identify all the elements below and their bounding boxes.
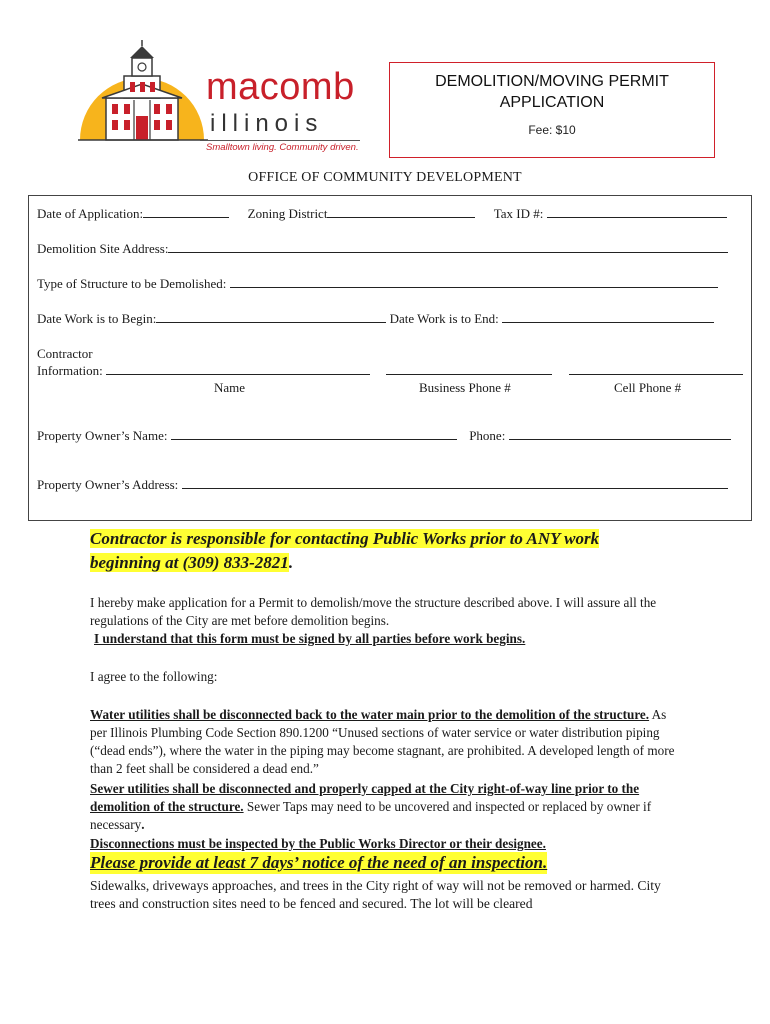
sewer-utilities-detail: Sewer Taps may need to be uncovered and inspected or replaced by owner if necessary [90,799,652,832]
permit-title-box [389,62,715,158]
application-form [28,195,752,521]
owner-phone-label: Phone: [469,428,506,443]
water-utilities-detail: As per Illinois Plumbing Code Section 890.1200 “Unused sections of water service or water distribution piping (“dead ends”), where the water in the piping may become stagnant, are prohibited. A developed length of more than 2 feet shall be considered a dead end.” [90,707,675,776]
cell-phone-field[interactable] [569,363,743,375]
date-of-application-field[interactable] [143,206,229,218]
logo-divider [200,140,360,141]
form-row-2 [37,241,728,257]
owner-name-label: Property Owner’s Name: [37,428,168,443]
name-caption: Name [214,380,246,395]
tax-id-label: Tax ID #: [493,206,544,221]
logo-state: illinois [210,110,324,137]
water-utilities-paragraph [90,706,680,778]
form-row-4 [37,311,714,327]
inspection-requirement: Disconnections must be inspected by the Public Works Director or their designee. [90,836,546,851]
date-begin-field[interactable] [156,311,386,323]
form-row-7 [37,477,728,493]
site-address-field[interactable] [168,241,728,253]
owner-name-field[interactable] [171,428,457,440]
structure-type-field[interactable] [230,276,718,288]
public-works-notice-text: Contractor is responsible for contacting Public Works prior to ANY work beginning at (309) 833-2821 [90,529,600,572]
owner-phone-field[interactable] [509,428,731,440]
agree-heading: I agree to the following: [90,669,218,684]
notice-period: . [288,553,294,572]
permit-title: DEMOLITION/MOVING PERMIT APPLICATION [435,73,669,111]
cell-phone-caption: Cell Phone # [614,380,682,395]
inspection-notice: Please provide at least 7 days’ notice of the need of an inspection. [90,853,548,872]
zoning-district-field[interactable] [327,206,475,218]
sewer-utilities-rule: Sewer utilities shall be disconnected and properly capped at the City right-of-way line prior to the demolition of the structure. [90,781,640,814]
office-heading: OFFICE OF COMMUNITY DEVELOPMENT [248,170,522,185]
business-phone-field[interactable] [386,363,552,375]
contractor-label-line-1: Contractor [37,346,93,361]
right-of-way-paragraph: Sidewalks, driveways approaches, and trees in the City right of way will not be removed or harmed. City trees and construction sites need to be fenced and secured. The lot will be cleared [90,878,661,911]
logo-wordmark: macomb [206,66,355,108]
form-row-3 [37,276,718,292]
date-begin-label: Date Work is to Begin: [37,311,157,326]
public-works-notice [90,527,662,575]
structure-type-label: Type of Structure to be Demolished: [37,276,227,291]
business-phone-caption: Business Phone # [419,380,511,395]
courthouse-icon [78,40,208,160]
city-logo [78,40,368,160]
owner-address-field[interactable] [182,477,728,489]
permit-fee: Fee: $10 [528,123,576,137]
tax-id-field[interactable] [547,206,727,218]
sewer-period: . [141,817,145,832]
owner-address-label: Property Owner’s Address: [37,477,179,492]
date-end-field[interactable] [502,311,714,323]
application-statement: I hereby make application for a Permit to demolish/move the structure described above. I will assure all the regulations of the City are met before demolition begins. [90,595,657,628]
form-row-5 [37,363,743,379]
signature-requirement: I understand that this form must be signed by all parties before work begins. [94,631,526,646]
sewer-utilities-paragraph [90,780,680,834]
logo-tagline: Smalltown living. Community driven. [206,142,359,153]
date-of-application-label: Date of Application: [37,206,144,221]
form-row-6 [37,428,731,444]
contractor-name-field[interactable] [106,363,370,375]
site-address-label: Demolition Site Address: [37,241,169,256]
form-row-1 [37,206,727,222]
water-utilities-rule: Water utilities shall be disconnected back to the water main prior to the demolition of the structure. [90,707,650,722]
zoning-district-label: Zoning District [247,206,328,221]
date-end-label: Date Work is to End: [389,311,499,326]
contractor-label-line-2: Information: [37,363,103,378]
